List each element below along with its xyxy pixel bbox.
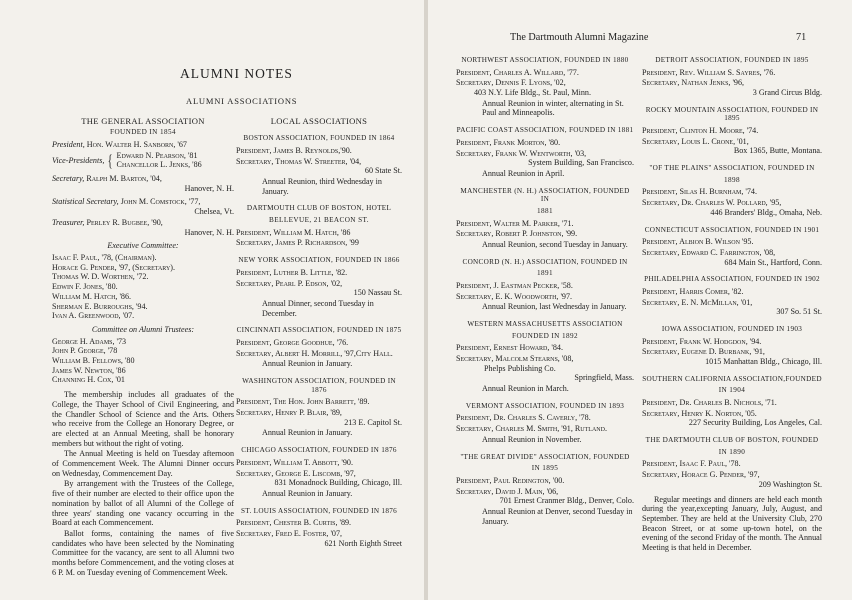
list-item: William M. Hatch, '86. (52, 291, 132, 301)
general-treasurer: Treasurer, Perley R. Bugbee, '90, (52, 217, 163, 227)
trustees-arrangement-paragraph: By arrangement with the Trustees of the College, five of their number are elected to their office upon the nomination by ballot of all Alumni of the College of three years' standing one vacancy occurring in the Board at each Commencement. (52, 479, 234, 528)
general-treasurer-place: Hanover, N. H. (184, 227, 234, 237)
general-secretary-place: Hanover, N. H. (184, 183, 234, 193)
general-stat-place: Chelsea, Vt. (194, 207, 234, 217)
trustees-committee-list (52, 337, 234, 386)
philadelphia-association: PHILADELPHIA ASSOCIATION, FOUNDED IN 1902 President, Harris Comer, '82. Secretary, E. N. McMillan, '01, 307 So. 51 St. (642, 275, 822, 317)
trustees-committee-heading: Committee on Alumni Trustees: (91, 324, 195, 334)
list-item: Horace G. Pender, '97, (Secretary). (52, 262, 176, 272)
right-column-1 (456, 56, 634, 526)
detroit-association: DETROIT ASSOCIATION, FOUNDED IN 1895 President, Rev. William S. Sayres, '76. Secretary, Nathan Jenks, '96, 3 Grand Circus Bldg. (642, 56, 822, 98)
general-founded: FOUNDED IN 1854 (110, 128, 176, 137)
great-divide-association: "THE GREAT DIVIDE" ASSOCIATION, FOUNDED IN 1895 President, Paul Redington, '00. Secretary, David J. Main, '06, 701 Ernest Cranmer Bldg., Denver, Colo. Annual Reunion at Denver, second Tuesday in January. (456, 452, 634, 526)
general-statistical-secretary: Statistical Secretary, John M. Comstock, '77, (52, 197, 201, 207)
list-item: Isaac F. Paul, '78, (Chairman). (52, 252, 157, 262)
membership-paragraph: The membership includes all graduates of the College, the Thayer School of Civil Engineering, and the Chandler School of Science and the Arts. Others who receive from the College an Honorary Degree, or are elected at an Annual Meeting, shall be honorary members but without the right of voting. (52, 390, 234, 448)
rocky-mountain-association: ROCKY MOUNTAIN ASSOCIATION, FOUNDED IN 1895 President, Clinton H. Moore, '74. Secretary, Louis L. Crone, '01, Box 1365, Butte, Montana. (642, 105, 822, 156)
ballot-forms-paragraph: Ballot forms, containing the names of five candidates who have been selected by the Nominating Committee for the vacancy, are sent to all Alumni two months before Commencement, and the voting closes at 6 P. M. on Tuesday evening of Commencement Week. (52, 528, 234, 577)
cincinnati-association: CINCINNATI ASSOCIATION, FOUNDED IN 1875 President, George Goodhue, '76. Secretary, Albert H. Morrill, '97,City Hall. Annual Reunion in January. (236, 326, 402, 369)
general-secretary: Secretary, Ralph M. Barton, '04, (52, 174, 162, 184)
list-item: Ivan A. Greenwood, '07. (52, 311, 135, 321)
right-column-2 (642, 56, 822, 553)
page-number: 71 (796, 32, 807, 43)
general-vice-presidents: Vice-Presidents, { Edward N. Pearson, '81 Chancellor L. Jenks, '86 (52, 150, 202, 170)
washington-association: WASHINGTON ASSOCIATION, FOUNDED IN 1876 President, The Hon. John Barrett, '89. Secretary, Henry P. Blair, '89, 213 E. Capitol St. Annual Reunion in January. (236, 377, 402, 438)
concord-association: CONCORD (N. H.) ASSOCIATION, FOUNDED IN 1891 President, J. Eastman Pecker, '58. Secretary, E. K. Woodworth, '97. Annual Reunion, last Wednesday in January. (456, 257, 628, 312)
western-massachusetts-association: WESTERN MASSACHUSETTS ASSOCIATION FOUNDED IN 1892 President, Ernest Howard, '84. Secretary, Malcolm Stearns, '08, Phelps Publishing Co. Springfield, Mass. Annual Reunion in March. (456, 320, 634, 394)
pacific-coast-association: PACIFIC COAST ASSOCIATION, FOUNDED IN 1881 President, Frank Morton, '80. Secretary, Frank W. Wentworth, '03, System Building, San Francisco. Annual Reunion in April. (456, 126, 634, 178)
list-item: Thomas W. D. Worthen, '72. (52, 272, 149, 282)
boston-association: BOSTON ASSOCIATION, FOUNDED IN 1864 President, James B. Reynolds,'90. Secretary, Thomas W. Streeter, '04, 60 State St. Annual Reunion, third Wednesday in January. (236, 134, 402, 196)
list-item: William B. Fellows, '80 (52, 356, 135, 366)
club-meetings-paragraph: Regular meetings and dinners are held each month during the year,excepting January, July, August, and September. They are held at the University Club, 270 Beacon Street, or at some up-town hotel, on the evening of the second Friday of the month. The Annual Meeting is that held in December. (642, 494, 822, 553)
brace-glyph: { (108, 150, 113, 170)
page-title: ALUMNI NOTES (180, 66, 293, 81)
general-association-heading: THE GENERAL ASSOCIATION (81, 116, 205, 126)
dartmouth-club-boston: DARTMOUTH CLUB OF BOSTON, HOTEL BELLEVUE, 21 BEACON ST. President, William M. Hatch, '86 Secretary, James P. Richardson, '99 (236, 204, 392, 248)
of-the-plains-association: "OF THE PLAINS" ASSOCIATION, FOUNDED IN 1898 President, Silas H. Burnham, '74. Secretary, Dr. Charles W. Pollard, '95, 446 Branders' Bldg., Omaha, Neb. (642, 164, 822, 217)
executive-committee-heading: Executive Committee: (107, 241, 179, 251)
manchester-association: MANCHESTER (N. H.) ASSOCIATION, FOUNDED IN 1881 President, Walter M. Parker, '71. Secretary, Robert P. Johnston, '99. Annual Reunion, second Tuesday in January. (456, 186, 630, 249)
southern-california-association: SOUTHERN CALIFORNIA ASSOCIATION,FOUNDED IN 1904 President, Dr. Charles B. Nichols, '71. Secretary, Henry K. Norton, '05. 227 Security Building, Los Angeles, Cal. (642, 374, 822, 428)
list-item: James W. Newton, '86 (52, 365, 126, 375)
vermont-association: VERMONT ASSOCIATION, FOUNDED IN 1893 President, Dr. Charles S. Caverly, '78. Secretary, Charles M. Smith, '91, Rutland. Annual Reunion in November. (456, 401, 625, 444)
executive-committee-list (52, 253, 234, 321)
section-subtitle: ALUMNI ASSOCIATIONS (186, 96, 298, 106)
running-head: The Dartmouth Alumni Magazine (510, 32, 649, 43)
list-item: Edwin F. Jones, '80. (52, 282, 118, 292)
st-louis-association: ST. LOUIS ASSOCIATION, FOUNDED IN 1876 President, Chester B. Curtis, '89. Secretary, Fred E. Foster, '07, 621 North Eighth Street (236, 506, 402, 548)
general-association-column (52, 116, 234, 577)
northwest-association: NORTHWEST ASSOCIATION, FOUNDED IN 1880 President, Charles A. Willard, '77. Secretary, Dennis F. Lyons, '02, 403 N.Y. Life Bldg., St. Paul, Minn. Annual Reunion in winter, alternating in St. Paul and Minneapolis. (456, 56, 629, 118)
chicago-association: CHICAGO ASSOCIATION, FOUNDED IN 1876 President, William T. Abbott, '90. Secretary, George E. Liscomb, '97, 831 Monadnock Building, Chicago, Ill. Annual Reunion in January. (236, 446, 402, 498)
annual-meeting-paragraph: The Annual Meeting is held on Tuesday afternoon of Commencement Week. The Alumni Dinner occurs on Wednesday, Commencement Day. (52, 449, 234, 478)
connecticut-association: CONNECTICUT ASSOCIATION, FOUNDED IN 1901 President, Albion B. Wilson '95. Secretary, Edward C. Farrington, '08, 684 Main St., Hartford, Conn. (642, 225, 822, 267)
local-associations-column (236, 116, 402, 548)
list-item: John P. George, '78 (52, 346, 118, 356)
list-item: Sherman E. Burroughs, '94. (52, 301, 148, 311)
list-item: George H. Adams, '73 (52, 336, 127, 346)
general-president: President, Hon. Walter H. Sanborn, '67 (52, 139, 187, 149)
iowa-association: IOWA ASSOCIATION, FOUNDED IN 1903 President, Frank W. Hodgdon, '94. Secretary, Eugene D. Burbank, '91, 1015 Manhattan Bldg., Chicago, Ill. (642, 325, 822, 367)
local-associations-heading: LOCAL ASSOCIATIONS (270, 116, 368, 126)
dartmouth-club-of-boston: THE DARTMOUTH CLUB OF BOSTON, FOUNDED IN 1890 President, Isaac F. Paul, '78. Secretary, Horace G. Pender, '97, 209 Washington St. Regular meetings and dinners are held each month during the year,excepting January, July, August, and September. They are held at the University Club, 270 Beacon Street, or at some up-town hotel, on the evening of the second Friday of the month. The Annual Meeting is that held in December. (642, 436, 822, 553)
list-item: Channing H. Cox, '01 (52, 375, 125, 385)
new-york-association: NEW YORK ASSOCIATION, FOUNDED IN 1866 President, Luther B. Little, '82. Secretary, Pearl P. Edson, '02, 150 Nassau St. Annual Dinner, second Tuesday in December. (236, 256, 402, 318)
